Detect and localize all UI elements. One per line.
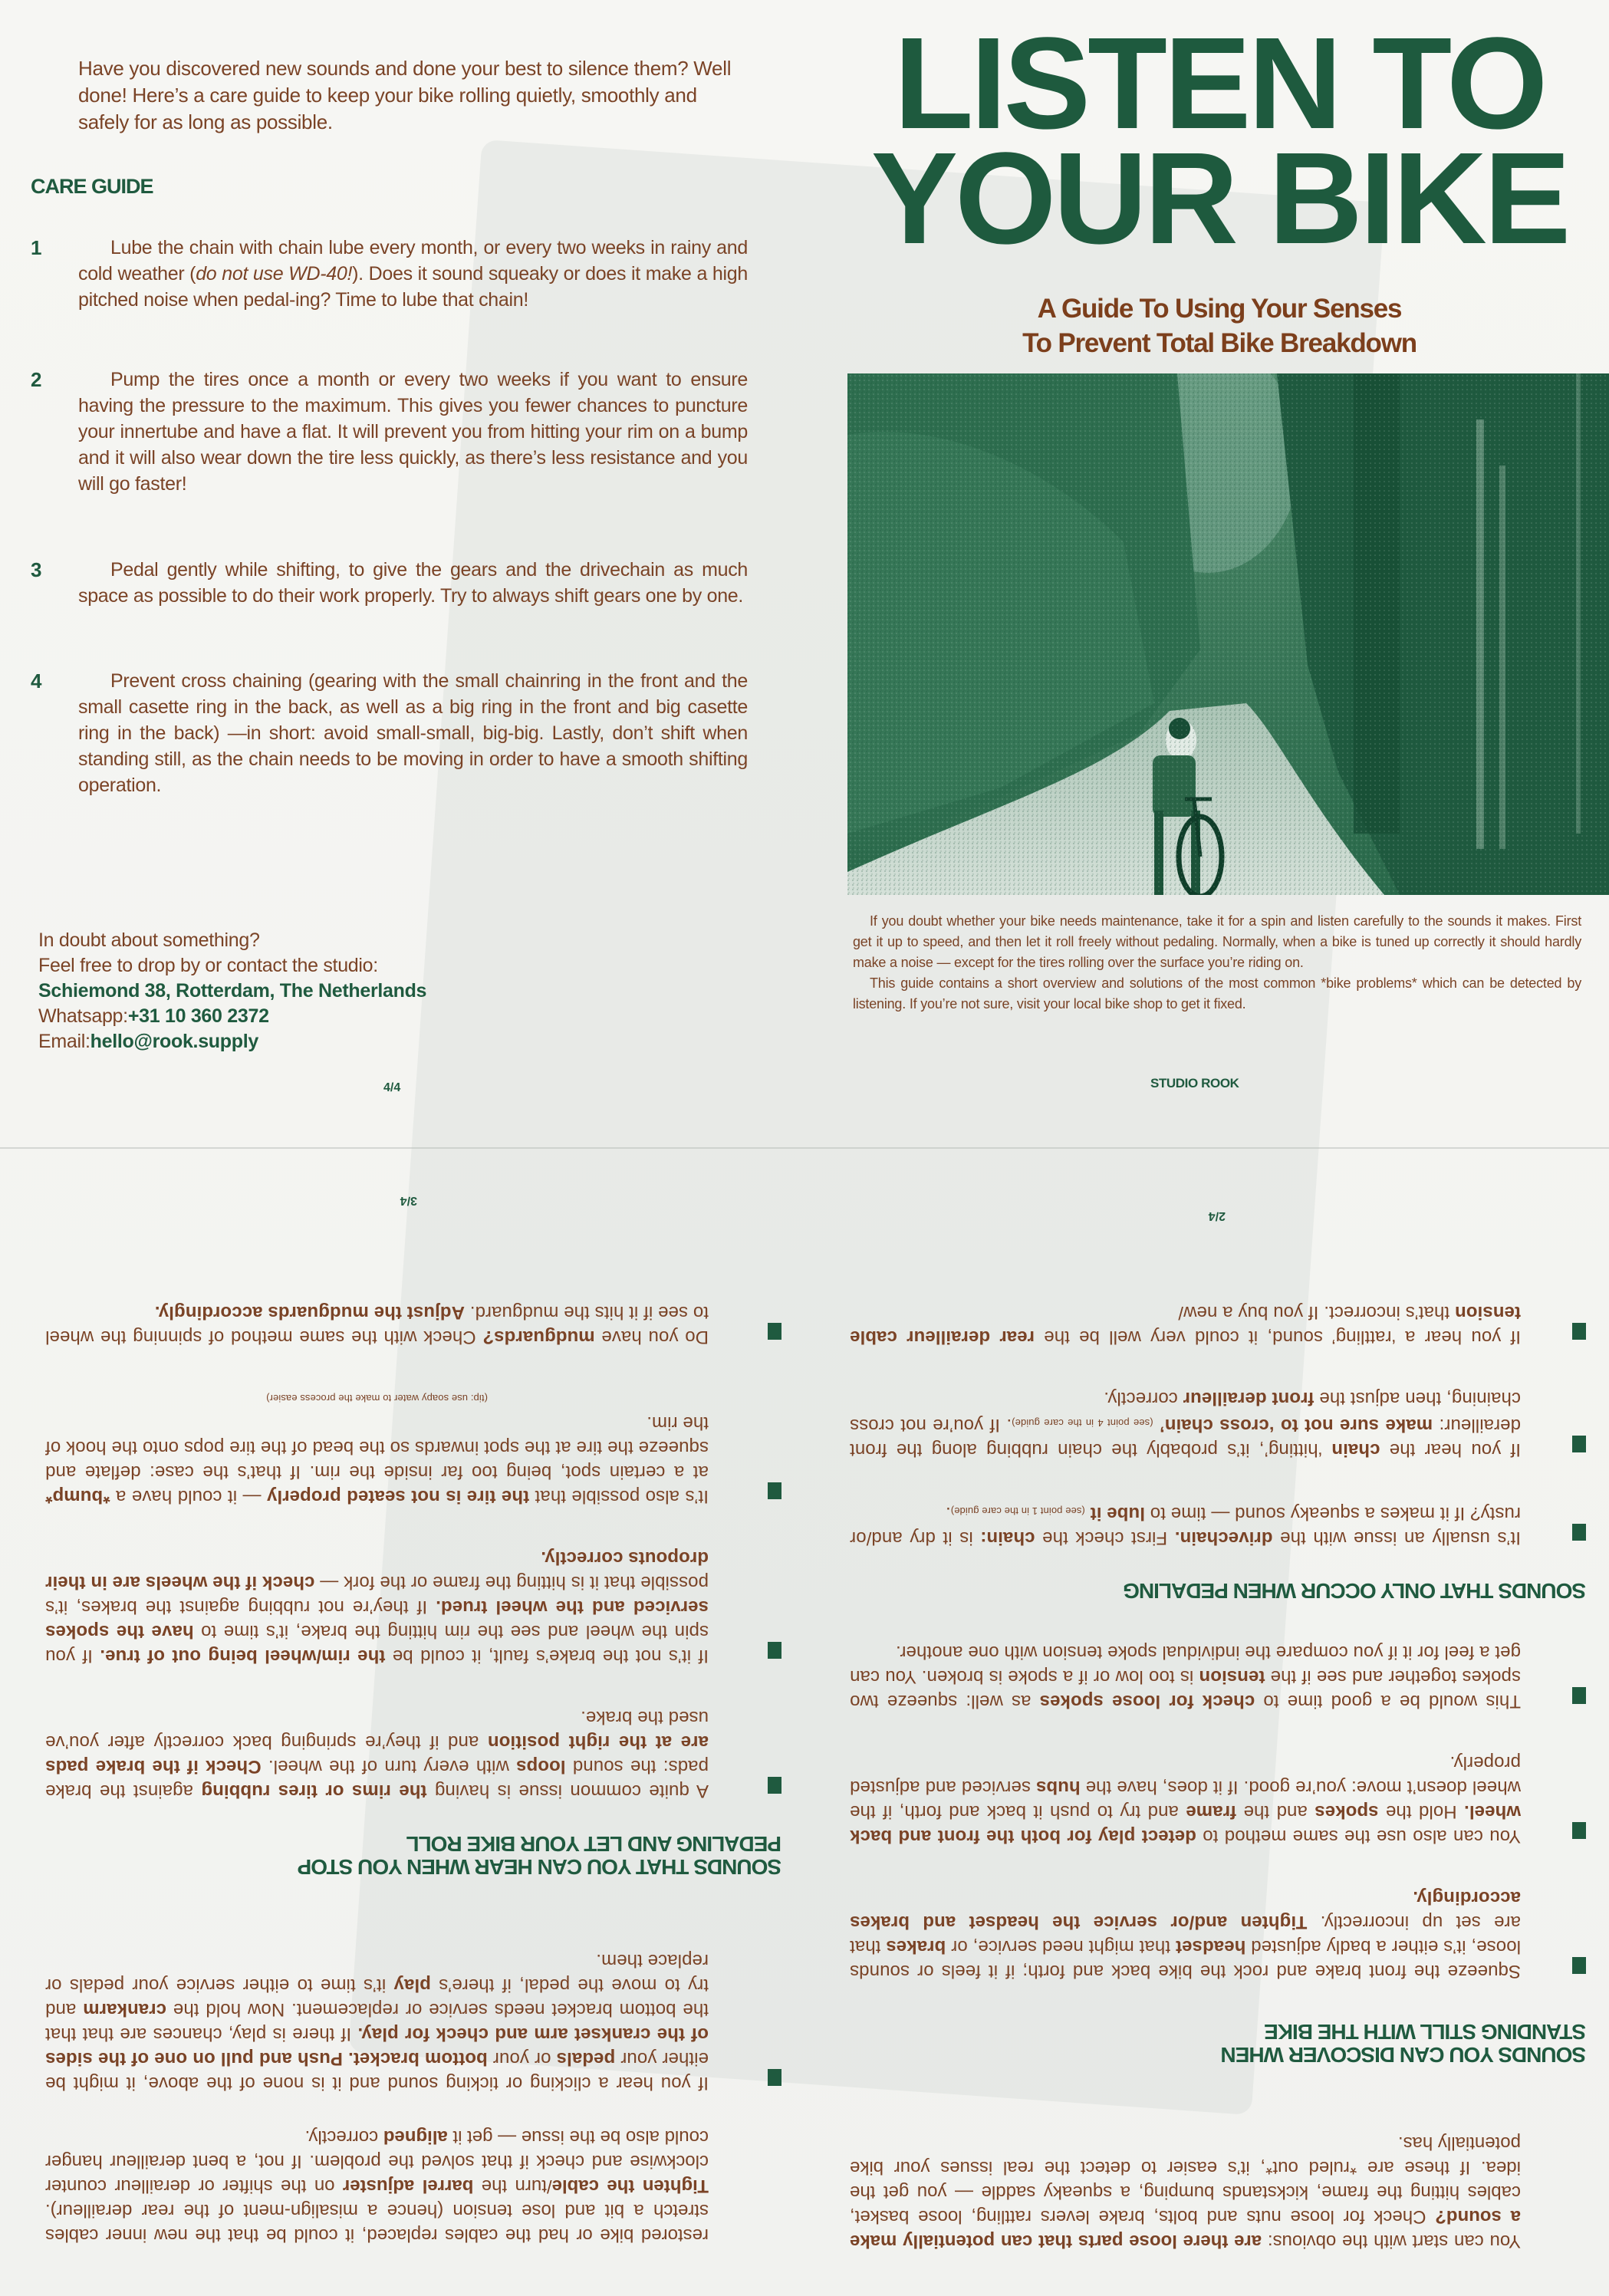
section-title: SOUNDS THAT ONLY OCCUR WHEN PEDALING	[1124, 1579, 1586, 1603]
whatsapp-number[interactable]: +31 10 360 2372	[127, 1005, 269, 1027]
care-intro: Have you discovered new sounds and done your best to silence them? Well done! Here’s a care guide to keep your bike rolling quietly, smoothly and safely for as long as possible.	[78, 57, 732, 133]
bullet-item: Squeeze the front brake and rock the bike back and forth; if it feels or sounds loose, it’s either a badly adjusted headset that might need service, or brakes that are set up incorrectly. Tighten and/or service the headset and brakes accordingly.	[850, 1885, 1586, 1983]
care-item-number: 2	[31, 368, 42, 391]
cover-intro-text	[853, 911, 1581, 1015]
page-3-panel-upside-down	[0, 1150, 804, 2296]
care-item-number: 3	[31, 558, 42, 581]
section-standing-still	[850, 1640, 1586, 2066]
page-2-panel-upside-down	[804, 1150, 1609, 2296]
cover-subtitle: A Guide To Using Your Senses To Prevent Total Bike Breakdown	[1022, 294, 1417, 358]
fold-line	[0, 1147, 1609, 1149]
studio-name: STUDIO ROOK	[1150, 1076, 1239, 1090]
bullet-item: A quite common issue is having the rims or tires rubbing against the brake pads: the sound loops with every turn of the wheel. Check if the brake pads are at the right position and if they’re springing back correctly after you’ve used the brake.	[45, 1705, 781, 1803]
bullet-square-icon	[1572, 1957, 1586, 1974]
page2-intro: You can start with the obvious: are there loose parts that can potentially make a sound? Check for loose nuts and bolts, brake levers rattling, loose basket, cables hitting the frame, kickstands bumping, a squeaky saddle — you get the idea. If these are *ruled out*, it’s easier to detect the real issues your bike potentially has.	[849, 2133, 1521, 2252]
bullet-square-icon	[1572, 1323, 1586, 1340]
care-item-1: 1 Lube the chain with chain lube every month, or every two weeks in rainy and cold weather (do not use WD-40!). Does it sound squeaky or does it make a high pitched noise when pedal-ing? Time to lube that chain!	[31, 236, 748, 311]
bullet-item: It’s also possible that the tire is not seated properly — it could have a *bump* at a certain spot, being too far inside the rim. If that’s the case: deflate and squeeze the tire at the spot inwards so the bead of the tire pops onto the hook of the rim. (tip: use soapy water to make the process easier)	[45, 1386, 781, 1508]
section-title: SOUNDS THAT YOU CAN HEAR WHEN YOU STOP PEDALING AND LET YOUR BIKE ROLL	[298, 1832, 781, 1879]
cover-photo	[847, 373, 1609, 895]
care-guide-heading: CARE GUIDE	[31, 175, 153, 198]
page-number: 2/4	[1208, 1209, 1226, 1222]
bullet-square-icon	[768, 1642, 781, 1659]
page-number: 4/4	[383, 1081, 401, 1094]
bullet-item: This would be a good time to check for loose spokes as well: squeeze two spokes together and see if the tension is too low or if a spoke is broken. You can get a feel for it if you compare the individual spoke tension with one another.	[850, 1640, 1586, 1713]
bullet-square-icon	[768, 2069, 781, 2086]
care-item-number: 4	[31, 669, 42, 692]
bullet-item: If you hear the chain ‘hitting’, it’s probably the chain rubbing along the front derailleur: make sure not to ‘cross chain’ (see point 4 in the care guide). If you’re not cross chaining, then adjust the front derailleur correctly.	[850, 1386, 1586, 1462]
section-only-when-pedaling	[850, 1300, 1586, 1602]
studio-address: Schiemond 38, Rotterdam, The Netherlands	[38, 980, 427, 1002]
care-item-4: 4 Prevent cross chaining (gearing with the small chainring in the front and the small casette ring in the back, as well as a big ring in the front and big casette ring in the back) —in short: avoid small-small, big-big. Lastly, don’t shift when standing still, as the chain needs to be moving in order to have a smooth shifting operation.	[31, 669, 748, 796]
cover-paragraph-1: If you doubt whether your bike needs maintenance, take it for a spin and listen carefully to the sounds it makes. First get it up to speed, and then let it roll freely without pedaling. Normally, when a bike is tuned up correctly it should hardly make a noise — except for the tires rolling over the surface you’re riding on.	[853, 913, 1581, 970]
care-item-3: 3 Pedal gently while shifting, to give the gears and the drivechain as much space as possible to do their work properly. Try to always shift gears one by one.	[31, 558, 748, 607]
bullet-square-icon	[1572, 1687, 1586, 1704]
bullet-item: If you hear a ‘rattling’ sound, it could very well be the rear derailleur cable tension that’s incorrect. If you buy a new/	[850, 1300, 1586, 1349]
bullet-item: Do you have mudguards? Check with the same method of spinning the wheel to see if it hits the mudguard. Adjust the mudguards accordingly.	[45, 1300, 781, 1349]
care-item-number: 1	[31, 236, 42, 259]
page-number: 3/4	[400, 1194, 417, 1207]
cover-paragraph-2: This guide contains a short overview and solutions of the most common *bike problems* which can be detected by listening. If you’re not sure, visit your local bike shop to get it fixed.	[853, 975, 1581, 1011]
contact-block: In doubt about something? Feel free to drop by or contact the studio: Schiemond 38, Rotterdam, The Netherlands Whatsapp:+31 10 360 2372 Email:hello@rook.supply	[38, 929, 427, 1052]
section-stop-pedaling	[45, 1300, 781, 1878]
bullet-item: If you hear a clicking or ticking sound and it is none of the above, it might be either your pedals or your bottom bracket. Push and pull on one of the sides of the crankset arm and check for play. If there is play, chances are that that the bottom bracket needs service or replacement. Now hold the crankarm and try to move the pedal, if there’s play it’s time to either service your pedals or replace them.	[45, 1948, 781, 2095]
bullet-square-icon	[1572, 1436, 1586, 1452]
page3-continuation: restored bike or had the cables replaced, it could be that the new inner cables stretch a bit and lose tension (hence a misalign-ment of the rear derailleur). Tighten the cable/turn the barrel adjuster on the shifter or derailleur counter clockwise and check if that solved the problem. If not, a bent derailleur hanger could also be the issue — get it aligned correctly.	[45, 2127, 709, 2245]
bullet-square-icon	[1572, 1822, 1586, 1839]
bullet-square-icon	[768, 1482, 781, 1499]
bullet-square-icon	[768, 1777, 781, 1794]
bullet-item: You can also use the same method to detect play for both the front and back wheel. Hold the spokes and the frame and try to push it back and forth, if the wheel doesn’t move: you’re good. If it does, have the hubs serviced and adjusted properly.	[850, 1750, 1586, 1848]
forest-cyclist-image	[847, 373, 1609, 895]
bullet-square-icon	[1572, 1524, 1586, 1541]
email-link[interactable]: hello@rook.supply	[90, 1031, 258, 1052]
bullet-square-icon	[768, 1323, 781, 1340]
bullet-item: It’s usually an issue with the drivechain. First check the chain: is it dry and/or rusty? If it makes a squeaky sound — time to lube it (see point 1 in the care guide).	[850, 1498, 1586, 1550]
cover-title: LISTEN TO YOUR BIKE	[870, 11, 1568, 271]
section-title: SOUNDS YOU CAN DISCOVER WHEN STANDING STILL WITH THE BIKE	[1221, 2020, 1586, 2067]
bullet-item: If it’s not the brake’s fault, it could be the rim/wheel being out of true. If you spin the wheel and see the rim hitting the brake, it’s time to have the spokes serviced and the wheel trued. If they’re not rubbing against the brakes, it’s possible that it is hitting the frame or the fork — check if the wheels are in their dropouts correctly.	[45, 1545, 781, 1668]
care-item-2: 2 Pump the tires once a month or every two weeks if you want to ensure having the pressure to the maximum. This gives you fewer chances to puncture your innertube and have a flat. It will prevent you from hitting your rim on a bump and it will also wear down the tire less quickly, as there’s less resistance and you will go faster!	[31, 368, 748, 495]
click-item-block	[45, 1948, 781, 2095]
